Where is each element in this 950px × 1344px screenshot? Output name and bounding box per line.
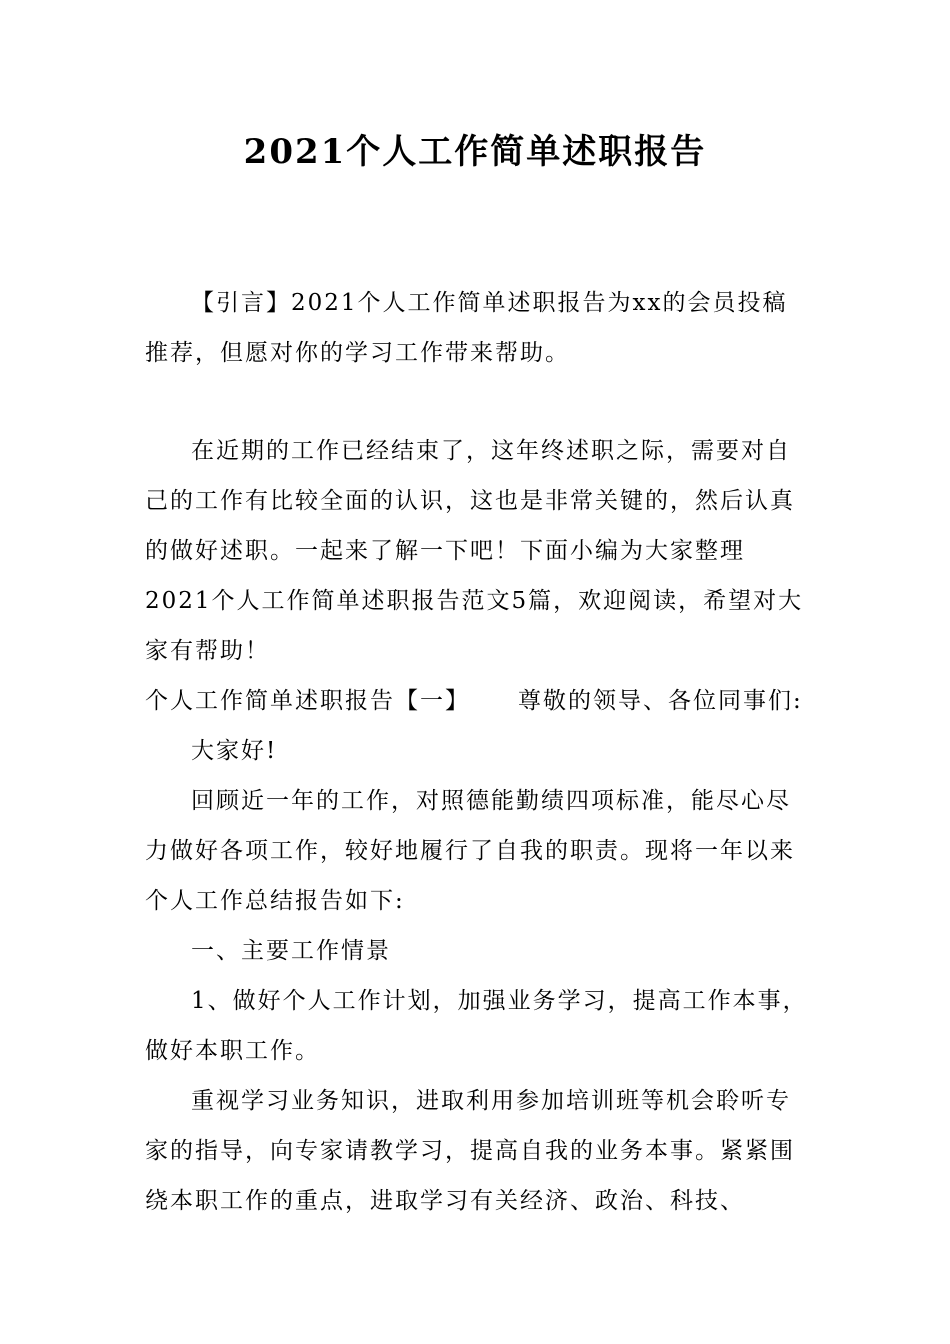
heading-main-work: 一、主要工作情景: [191, 938, 391, 964]
section-heading-line: [145, 676, 810, 726]
salutation: 尊敬的领导、各位同事们:: [518, 688, 803, 714]
greeting: 大家好!: [191, 738, 278, 764]
intro-block: [145, 278, 810, 378]
study-paragraph: 重视学习业务知识，进取利用参加培训班等机会聆听专家的指导，向专家请教学习，提高自我的业务本事。紧紧围绕本职工作的重点，进取学习有关经济、政治、科技、: [145, 1088, 795, 1214]
document-title: 2021个人工作简单述职报告: [243, 132, 707, 172]
review-paragraph: 回顾近一年的工作，对照德能勤绩四项标准，能尽心尽力做好各项工作，较好地履行了自我的职责。现将一年以来个人工作总结报告如下:: [145, 788, 795, 914]
opening-paragraph: 在近期的工作已经结束了，这年终述职之际，需要对自己的工作有比较全面的认识，这也是非常关键的，然后认真的做好述职。一起来了解一下吧！下面小编为大家整理2021个人工作简单述职报告范文5篇，欢迎阅读，希望对大家有帮助！: [145, 438, 804, 664]
main-body: [145, 426, 810, 1226]
item-1-paragraph: 1、做好个人工作计划，加强业务学习，提高工作本事，做好本职工作。: [145, 988, 808, 1064]
section-heading: 个人工作简单述职报告【一】: [145, 688, 470, 714]
intro-paragraph: 【引言】2021个人工作简单述职报告为xx的会员投稿推荐，但愿对你的学习工作带来帮助。: [145, 290, 788, 366]
